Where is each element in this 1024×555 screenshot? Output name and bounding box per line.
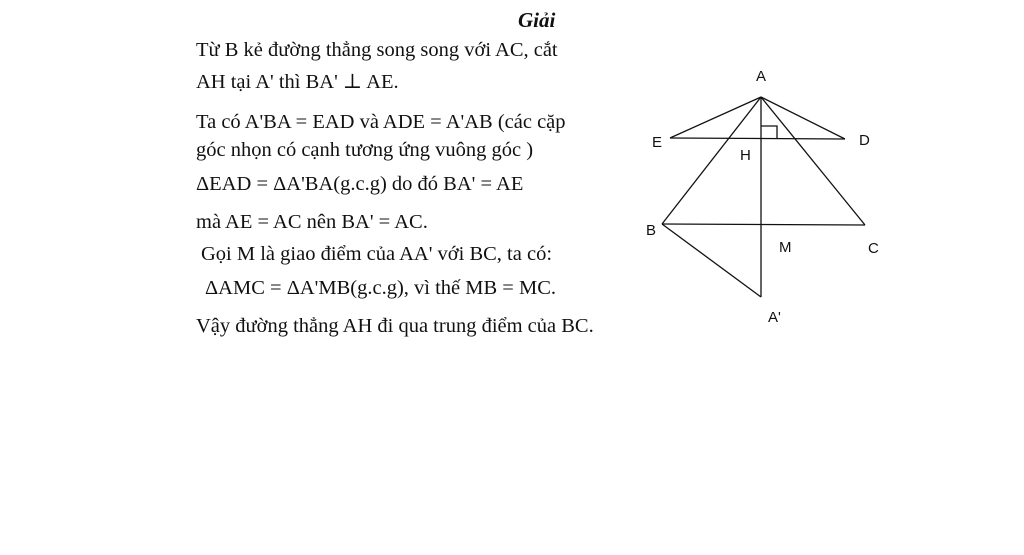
line-2-text: AH tại A' thì BA' ⊥ AE. xyxy=(196,71,399,93)
segment-ED xyxy=(670,138,845,139)
label-B: B xyxy=(646,222,657,239)
segment-AC xyxy=(761,97,865,225)
line-6-text: mà AE = AC nên BA' = AC. xyxy=(196,211,428,233)
label-H: H xyxy=(740,147,751,164)
text-line-9 xyxy=(196,316,594,337)
segment-BC xyxy=(662,224,865,225)
text-line-6 xyxy=(196,212,428,233)
text-line-2 xyxy=(196,72,399,93)
line-7-text: Gọi M là giao điểm của AA' với BC, ta có: xyxy=(201,243,553,265)
line-9-text: Vậy đường thẳng AH đi qua trung điểm của BC. xyxy=(196,315,594,337)
line-1-text: Từ B kẻ đường thẳng song song với AC, cắt xyxy=(196,39,558,61)
line-3-text: Ta có A'BA = EAD và ADE = A'AB (các cặp xyxy=(196,111,566,133)
label-M: M xyxy=(779,239,792,256)
line-4-text: góc nhọn có cạnh tương ứng vuông góc ) xyxy=(196,139,534,161)
geometry-figure xyxy=(640,60,900,340)
segment-AD xyxy=(761,97,845,139)
line-5-text: ΔEAD = ΔA'BA(g.c.g) do đó BA' = AE xyxy=(196,173,524,195)
label-A: A xyxy=(756,68,767,85)
text-line-5 xyxy=(196,174,523,195)
text-line-4 xyxy=(196,140,533,161)
text-line-7 xyxy=(201,244,552,265)
label-D: D xyxy=(859,132,870,149)
line-8-text: ΔAMC = ΔA'MB(g.c.g), vì thế MB = MC. xyxy=(205,277,557,299)
label-C: C xyxy=(868,240,879,257)
label-A-prime: A' xyxy=(768,309,781,326)
segment-AE xyxy=(670,97,761,138)
text-line-8 xyxy=(205,278,556,299)
solution-heading: Giải xyxy=(518,8,556,32)
text-line-3 xyxy=(196,112,566,133)
label-E: E xyxy=(652,134,663,151)
segment-BA-prime xyxy=(662,224,761,297)
text-line-1 xyxy=(196,40,558,61)
right-angle-mark xyxy=(761,126,777,138)
